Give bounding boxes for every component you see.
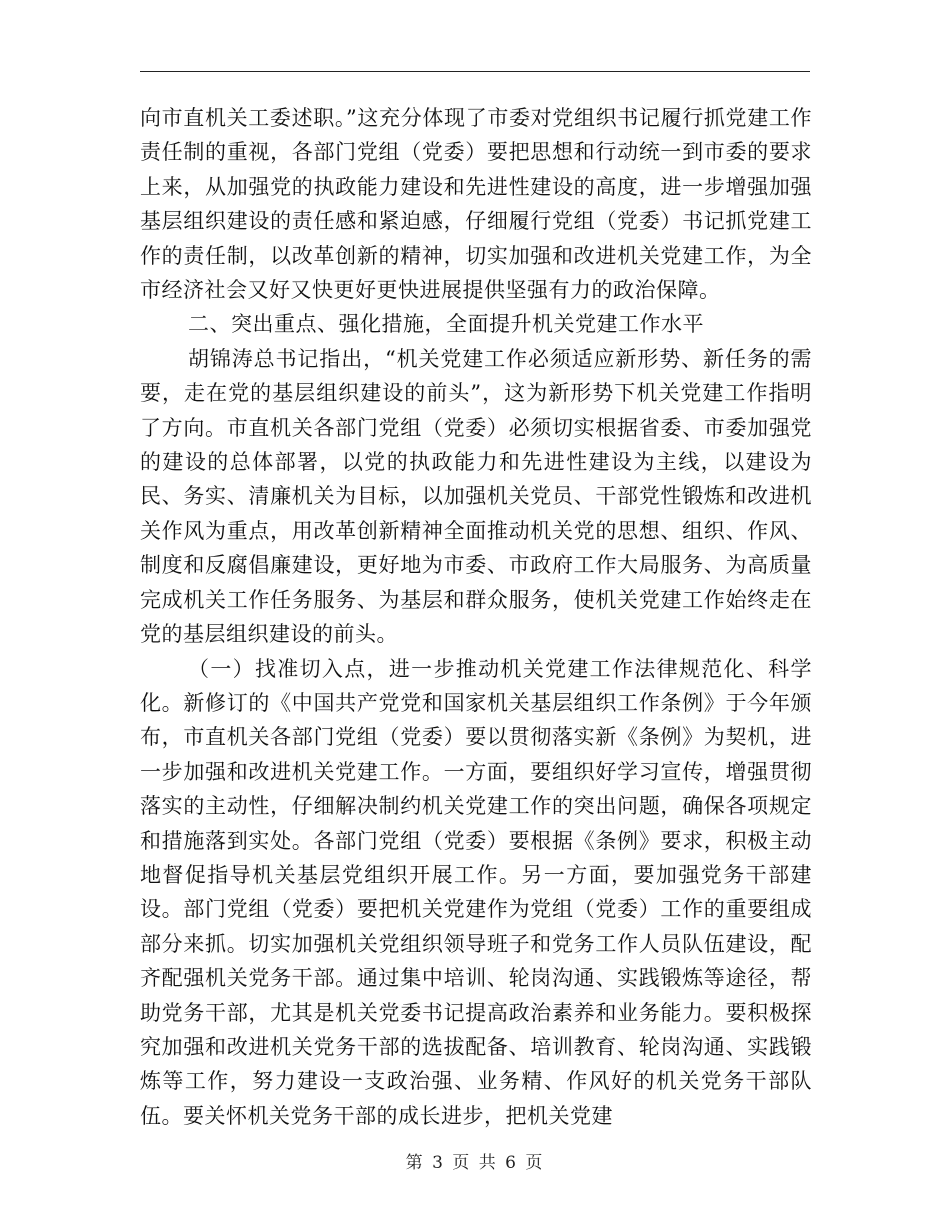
page-number-footer: 第 3 页 共 6 页 (405, 1153, 545, 1173)
paragraph-subsection-one: （一）找准切入点，进一步推动机关党建工作法律规范化、科学化。新修订的《中国共产党党和国家机关基层组织工作条例》于今年颁布，市直机关各部门党组（党委）要以贯彻落实新《条例》为契机，进一步加强和改进机关党建工作。一方面，要组织好学习宣传，增强贯彻落实的主动性，仔细解决制约机关党建工作的突出问题，确保各项规定和措施落到实处。各部门党组（党委）要根据《条例》要求，积极主动地督促指导机关基层党组织开展工作。另一方面，要加强党务干部建设。部门党组（党委）要把机关党建作为党组（党委）工作的重要组成部分来抓。切实加强机关党组织领导班子和党务工作人员队伍建设，配齐配强机关党务干部。通过集中培训、轮岗沟通、实践锻炼等途径，帮助党务干部，尤其是机关党委书记提高政治素养和业务能力。要积极探究加强和改进机关党务干部的选拔配备、培训教育、轮岗沟通、实践锻炼等工作，努力建设一支政治强、业务精、作风好的机关党务干部队伍。要关怀机关党务干部的成长进步，把机关党建 (140, 656, 812, 1128)
section-heading: 二、突出重点、强化措施，全面提升机关党建工作水平 (188, 312, 704, 337)
header-divider (140, 71, 810, 72)
paragraph-continuation: 向市直机关工委述职。”这充分体现了市委对党组织书记履行抓党建工作责任制的重视，各部门党组（党委）要把思想和行动统一到市委的要求上来，从加强党的执政能力建设和先进性建设的高度，进一步增强加强基层组织建设的责任感和紧迫感，仔细履行党组（党委）书记抓党建工作的责任制，以改革创新的精神，切实加强和改进机关党建工作，为全市经济社会又好又快更好更快进展提供坚强有力的政治保障。 (140, 106, 812, 303)
document-body (140, 101, 812, 1133)
paragraph-directive: 胡锦涛总书记指出，“机关党建工作必须适应新形势、新任务的需要，走在党的基层组织建设的前头”，这为新形势下机关党建工作指明了方向。市直机关各部门党组（党委）必须切实根据省委、市委加强党的建设的总体部署，以党的执政能力和先进性建设为主线，以建设为民、务实、清廉机关为目标，以加强机关党员、干部党性锻炼和改进机关作风为重点，用改革创新精神全面推动机关党的思想、组织、作风、制度和反腐倡廉建设，更好地为市委、市政府工作大局服务、为高质量完成机关工作任务服务、为基层和群众服务，使机关党建工作始终走在党的基层组织建设的前头。 (140, 346, 812, 647)
